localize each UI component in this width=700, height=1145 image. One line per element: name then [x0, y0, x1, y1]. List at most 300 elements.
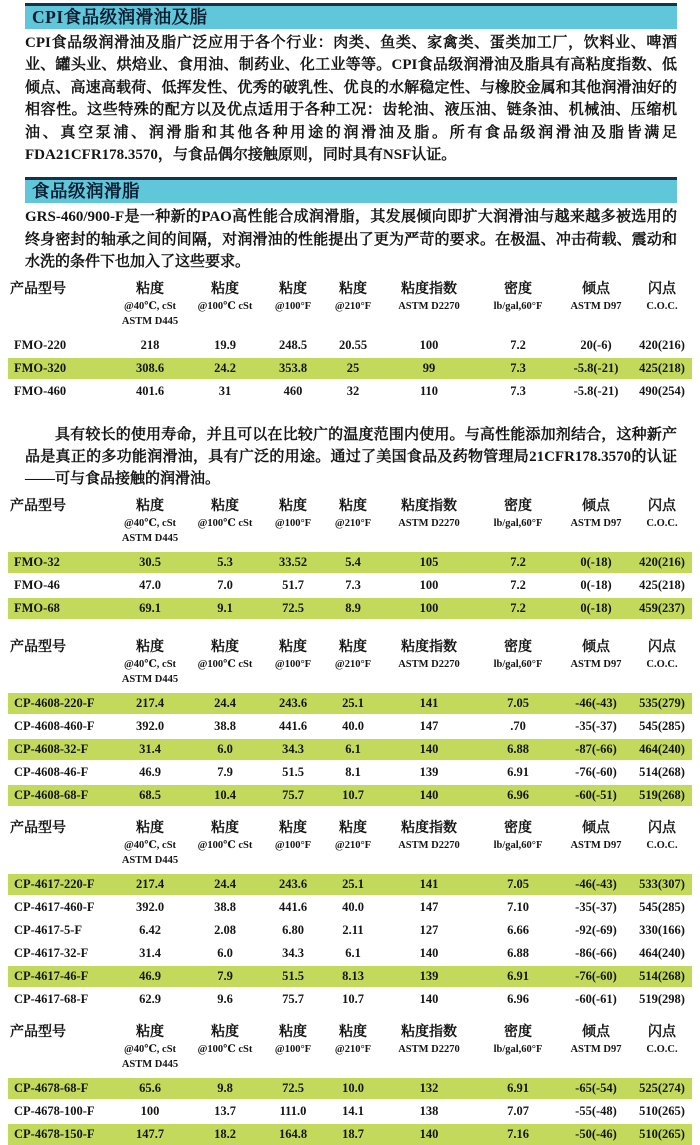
column-header-label: 闪点: [648, 1024, 676, 1040]
column-header-5: [476, 819, 560, 853]
column-header-sub: lb/gal,60°F: [493, 300, 543, 312]
value-cell: 392.0: [135, 899, 165, 914]
column-header-label: 密度: [504, 498, 532, 514]
product-model-cell: CP-4678-150-F: [14, 1126, 95, 1141]
table-row: [8, 1124, 692, 1145]
value-cell: 0(-18): [580, 554, 612, 569]
section-title-food-grade-grease: 食品级润滑脂: [25, 177, 677, 203]
column-header-label: 粘度指数: [401, 820, 457, 836]
value-cell: 69.1: [139, 600, 161, 615]
table-row: [8, 897, 692, 918]
value-cell: 459(237): [639, 600, 685, 615]
value-cell: 490(254): [639, 383, 685, 398]
value-cell: 6.0: [217, 741, 233, 756]
value-cell: 140: [419, 741, 439, 756]
value-cell: 10.4: [214, 787, 236, 802]
value-cell: 18.7: [342, 1126, 364, 1141]
value-cell: 33.52: [278, 554, 308, 569]
value-cell: 51.7: [282, 577, 304, 592]
column-header-1: [188, 819, 262, 853]
column-header-sub: ASTM D2270: [398, 658, 460, 670]
column-header-6: [560, 1023, 632, 1057]
value-cell: 20.55: [338, 337, 368, 352]
table-header-row: [8, 638, 692, 687]
table-row: [8, 575, 692, 596]
column-header-7: [632, 819, 692, 853]
section-title-food-grade-oils: CPI食品级润滑油及脂: [25, 3, 677, 29]
column-header-product: [8, 1023, 112, 1042]
column-header-sub: C.O.C.: [646, 839, 678, 851]
column-header-sub: @100℃ cSt: [197, 839, 253, 851]
column-header-sub: ASTM D97: [570, 658, 622, 670]
value-cell: 140: [419, 945, 439, 960]
column-header-1: [188, 280, 262, 314]
value-cell: 218: [140, 337, 160, 352]
value-cell: 2.11: [342, 922, 364, 937]
value-cell: 25.1: [342, 695, 364, 710]
value-cell: 420(216): [639, 554, 685, 569]
column-header-6: [560, 497, 632, 531]
table-header-row: [8, 1023, 692, 1072]
value-cell: 545(285): [639, 899, 685, 914]
value-cell: 420(216): [639, 337, 685, 352]
value-cell: 519(298): [639, 991, 685, 1006]
column-header-label: 粘度: [211, 1024, 239, 1040]
column-header-label: 闪点: [648, 639, 676, 655]
value-cell: 392.0: [135, 718, 165, 733]
column-header-label: 倾点: [582, 281, 610, 297]
value-cell: 7.2: [510, 577, 526, 592]
column-header-sub: @100°F: [274, 1043, 312, 1055]
value-cell: 100: [419, 577, 439, 592]
value-cell: 8.13: [342, 968, 364, 983]
column-header-4: [382, 638, 476, 672]
value-cell: 510(265): [639, 1126, 685, 1141]
value-cell: 7.9: [217, 968, 233, 983]
value-cell: 533(307): [639, 876, 685, 891]
column-header-sub: @210°F: [334, 517, 372, 529]
value-cell: 519(268): [639, 787, 685, 802]
column-header-label: 粘度指数: [401, 639, 457, 655]
value-cell: 401.6: [135, 383, 165, 398]
table-row: [8, 874, 692, 895]
column-header-sub: C.O.C.: [646, 517, 678, 529]
value-cell: 100: [419, 337, 439, 352]
column-header-label: 粘度: [211, 498, 239, 514]
value-cell: 6.80: [282, 922, 304, 937]
column-header-label: 粘度: [339, 820, 367, 836]
product-model-cell: CP-4617-32-F: [14, 945, 89, 960]
column-header-label: 粘度: [339, 281, 367, 297]
column-header-1: [188, 1023, 262, 1057]
column-header-5: [476, 497, 560, 531]
value-cell: 9.1: [217, 600, 233, 615]
value-cell: 330(166): [639, 922, 685, 937]
column-header-7: [632, 280, 692, 314]
value-cell: 139: [419, 764, 439, 779]
value-cell: 99: [422, 360, 436, 375]
value-cell: 25: [346, 360, 360, 375]
product-model-cell: CP-4608-68-F: [14, 787, 89, 802]
column-header-sub: lb/gal,60°F: [493, 517, 543, 529]
value-cell: 105: [419, 554, 439, 569]
column-header-sub: lb/gal,60°F: [493, 1043, 543, 1055]
value-cell: 6.66: [507, 922, 529, 937]
value-cell: 19.9: [214, 337, 236, 352]
column-header-6: [560, 280, 632, 314]
value-cell: 5.4: [345, 554, 361, 569]
value-cell: 7.10: [507, 899, 529, 914]
column-header-label: 粘度指数: [401, 498, 457, 514]
column-header-3: [324, 280, 382, 314]
column-header-sub: @40℃, cSt: [123, 1043, 177, 1055]
value-cell: 7.05: [507, 876, 529, 891]
column-header-sub: @210°F: [334, 1043, 372, 1055]
column-header-sub: @210°F: [334, 839, 372, 851]
value-cell: 24.4: [214, 695, 236, 710]
column-header-label: 倾点: [582, 820, 610, 836]
column-header-product: [8, 280, 112, 299]
column-header-2: [262, 1023, 324, 1057]
value-cell: -60(-51): [575, 787, 617, 802]
value-cell: 38.8: [214, 899, 236, 914]
value-cell: 147.7: [135, 1126, 165, 1141]
column-header-standard: ASTM D445: [121, 1058, 179, 1070]
value-cell: 20(-6): [580, 337, 612, 352]
value-cell: 140: [419, 787, 439, 802]
table-row: [8, 1101, 692, 1122]
value-cell: 141: [419, 695, 439, 710]
value-cell: -35(-37): [575, 899, 617, 914]
value-cell: 243.6: [278, 876, 308, 891]
value-cell: 38.8: [214, 718, 236, 733]
column-header-3: [324, 638, 382, 672]
value-cell: 525(274): [639, 1080, 685, 1095]
column-header-3: [324, 819, 382, 853]
value-cell: 110: [419, 383, 439, 398]
value-cell: 138: [419, 1103, 439, 1118]
value-cell: -50(-46): [575, 1126, 617, 1141]
table-row: [8, 335, 692, 356]
value-cell: 34.3: [282, 741, 304, 756]
column-header-label: 产品型号: [10, 281, 66, 297]
column-header-sub: C.O.C.: [646, 1043, 678, 1055]
table-row: [8, 739, 692, 760]
column-header-label: 粘度: [136, 639, 164, 655]
column-header-sub: ASTM D97: [570, 300, 622, 312]
value-cell: 0(-18): [580, 600, 612, 615]
table-row: [8, 716, 692, 737]
value-cell: 47.0: [139, 577, 161, 592]
value-cell: 40.0: [342, 899, 364, 914]
value-cell: 535(279): [639, 695, 685, 710]
column-header-0: [112, 819, 188, 868]
product-model-cell: CP-4617-46-F: [14, 968, 89, 983]
column-header-label: 密度: [504, 820, 532, 836]
value-cell: 464(240): [639, 945, 685, 960]
value-cell: 75.7: [282, 991, 304, 1006]
column-header-label: 粘度: [211, 281, 239, 297]
product-model-cell: CP-4617-220-F: [14, 876, 95, 891]
column-header-label: 粘度: [279, 639, 307, 655]
value-cell: 140: [419, 1126, 439, 1141]
value-cell: 9.6: [217, 991, 233, 1006]
column-header-standard: ASTM D445: [121, 315, 179, 327]
value-cell: 100: [140, 1103, 160, 1118]
column-header-1: [188, 497, 262, 531]
column-header-label: 产品型号: [10, 639, 66, 655]
product-model-cell: CP-4608-46-F: [14, 764, 89, 779]
value-cell: 6.96: [507, 991, 529, 1006]
column-header-label: 粘度指数: [401, 281, 457, 297]
column-header-sub: @100°F: [274, 517, 312, 529]
column-header-0: [112, 497, 188, 546]
value-cell: -55(-48): [575, 1103, 617, 1118]
column-header-sub: @210°F: [334, 658, 372, 670]
value-cell: 24.2: [214, 360, 236, 375]
value-cell: 514(268): [639, 764, 685, 779]
column-header-5: [476, 638, 560, 672]
column-header-label: 粘度: [339, 498, 367, 514]
value-cell: 10.0: [342, 1080, 364, 1095]
value-cell: 30.5: [139, 554, 161, 569]
column-header-standard: ASTM D445: [121, 532, 179, 544]
value-cell: 139: [419, 968, 439, 983]
value-cell: 6.1: [345, 945, 361, 960]
product-table-cp-4678: [8, 1023, 692, 1145]
column-header-sub: ASTM D97: [570, 517, 622, 529]
value-cell: 7.3: [510, 383, 526, 398]
product-model-cell: CP-4608-32-F: [14, 741, 89, 756]
column-header-sub: ASTM D2270: [398, 839, 460, 851]
product-model-cell: FMO-320: [14, 360, 67, 375]
column-header-label: 粘度: [136, 498, 164, 514]
product-model-cell: FMO-220: [14, 337, 67, 352]
column-header-label: 粘度: [279, 820, 307, 836]
value-cell: 7.3: [510, 360, 526, 375]
column-header-6: [560, 638, 632, 672]
column-header-4: [382, 280, 476, 314]
column-header-label: 密度: [504, 639, 532, 655]
column-header-sub: @100°F: [274, 300, 312, 312]
value-cell: 6.91: [507, 764, 529, 779]
value-cell: 7.07: [507, 1103, 529, 1118]
value-cell: 5.3: [217, 554, 233, 569]
value-cell: -60(-61): [575, 991, 617, 1006]
value-cell: 18.2: [214, 1126, 236, 1141]
value-cell: 14.1: [342, 1103, 364, 1118]
value-cell: 514(268): [639, 968, 685, 983]
value-cell: 353.8: [278, 360, 308, 375]
column-header-label: 产品型号: [10, 1024, 66, 1040]
value-cell: 545(285): [639, 718, 685, 733]
value-cell: 441.6: [278, 718, 308, 733]
value-cell: 308.6: [135, 360, 165, 375]
value-cell: 217.4: [135, 876, 165, 891]
column-header-5: [476, 1023, 560, 1057]
product-table-cp-4608: [8, 638, 692, 806]
table-row: [8, 381, 692, 402]
column-header-label: 粘度: [136, 1024, 164, 1040]
product-model-cell: CP-4608-220-F: [14, 695, 95, 710]
column-header-sub: ASTM D2270: [398, 300, 460, 312]
column-header-sub: ASTM D2270: [398, 517, 460, 529]
column-header-sub: @100℃ cSt: [197, 658, 253, 670]
column-header-sub: @100°F: [274, 839, 312, 851]
column-header-7: [632, 638, 692, 672]
value-cell: -35(-37): [575, 718, 617, 733]
column-header-label: 粘度: [279, 498, 307, 514]
value-cell: 2.08: [214, 922, 236, 937]
column-header-2: [262, 497, 324, 531]
grease-paragraph: GRS-460/900-F是一种新的PAO高性能合成润滑脂，其发展倾向即扩大润滑油与越来越多被选用的终身密封的轴承之间的间隔，对润滑油的性能提出了更为严苛的要求。在极温、冲击荷载、震动和水洗的条件下也加入了这些要求。: [25, 209, 677, 271]
table-row: [8, 989, 692, 1010]
column-header-0: [112, 1023, 188, 1072]
value-cell: 7.2: [510, 600, 526, 615]
value-cell: 34.3: [282, 945, 304, 960]
value-cell: 441.6: [278, 899, 308, 914]
column-header-standard: ASTM D445: [121, 673, 179, 685]
table-row: [8, 920, 692, 941]
value-cell: -92(-69): [575, 922, 617, 937]
column-header-4: [382, 1023, 476, 1057]
value-cell: 24.4: [214, 876, 236, 891]
column-header-sub: @40℃, cSt: [123, 839, 177, 851]
value-cell: 25.1: [342, 876, 364, 891]
product-model-cell: FMO-46: [14, 577, 60, 592]
column-header-label: 粘度指数: [401, 1024, 457, 1040]
column-header-sub: C.O.C.: [646, 300, 678, 312]
column-header-sub: @40℃, cSt: [123, 517, 177, 529]
value-cell: -76(-60): [575, 968, 617, 983]
value-cell: 51.5: [282, 764, 304, 779]
column-header-label: 倾点: [582, 498, 610, 514]
column-header-label: 产品型号: [10, 820, 66, 836]
value-cell: -87(-66): [575, 741, 617, 756]
value-cell: 46.9: [139, 764, 161, 779]
column-header-sub: ASTM D97: [570, 839, 622, 851]
value-cell: 31: [218, 383, 232, 398]
column-header-4: [382, 819, 476, 853]
value-cell: 7.3: [345, 577, 361, 592]
column-header-sub: ASTM D2270: [398, 1043, 460, 1055]
column-header-label: 闪点: [648, 281, 676, 297]
column-header-sub: @100℃ cSt: [197, 517, 253, 529]
table-row: [8, 1078, 692, 1099]
product-model-cell: FMO-460: [14, 383, 67, 398]
value-cell: 0(-18): [580, 577, 612, 592]
value-cell: 31.4: [139, 741, 161, 756]
column-header-label: 闪点: [648, 498, 676, 514]
column-header-label: 粘度: [211, 820, 239, 836]
value-cell: 72.5: [282, 600, 304, 615]
value-cell: 65.6: [139, 1080, 161, 1095]
column-header-5: [476, 280, 560, 314]
value-cell: 147: [419, 718, 439, 733]
table-row: [8, 693, 692, 714]
product-table-cp-4617: [8, 819, 692, 1010]
column-header-label: 粘度: [339, 639, 367, 655]
column-header-4: [382, 497, 476, 531]
table-row: [8, 762, 692, 783]
value-cell: 510(265): [639, 1103, 685, 1118]
column-header-0: [112, 280, 188, 329]
column-header-sub: ASTM D97: [570, 1043, 622, 1055]
value-cell: 10.7: [342, 991, 364, 1006]
value-cell: 8.9: [345, 600, 361, 615]
product-table-fmo-heavy: [8, 280, 692, 402]
value-cell: 140: [419, 991, 439, 1006]
column-header-label: 密度: [504, 1024, 532, 1040]
table-header-row: [8, 819, 692, 868]
table-row: [8, 943, 692, 964]
column-header-7: [632, 497, 692, 531]
value-cell: 164.8: [278, 1126, 308, 1141]
column-header-sub: @40℃, cSt: [123, 300, 177, 312]
product-table-fmo-light: [8, 497, 692, 619]
value-cell: 68.5: [139, 787, 161, 802]
value-cell: 127: [419, 922, 439, 937]
column-header-label: 粘度: [279, 281, 307, 297]
value-cell: 62.9: [139, 991, 161, 1006]
column-header-label: 粘度: [136, 820, 164, 836]
column-header-sub: @40℃, cSt: [123, 658, 177, 670]
column-header-sub: @100℃ cSt: [197, 1043, 253, 1055]
value-cell: 147: [419, 899, 439, 914]
value-cell: 111.0: [279, 1103, 307, 1118]
table-row: [8, 552, 692, 573]
value-cell: 6.1: [345, 741, 361, 756]
value-cell: 32: [346, 383, 360, 398]
column-header-7: [632, 1023, 692, 1057]
column-header-sub: lb/gal,60°F: [493, 839, 543, 851]
value-cell: -76(-60): [575, 764, 617, 779]
column-header-standard: ASTM D445: [121, 854, 179, 866]
value-cell: -46(-43): [575, 876, 617, 891]
value-cell: 6.91: [507, 968, 529, 983]
column-header-label: 粘度: [339, 1024, 367, 1040]
product-model-cell: CP-4617-460-F: [14, 899, 95, 914]
value-cell: 460: [283, 383, 303, 398]
value-cell: 6.88: [507, 945, 529, 960]
middle-note-paragraph: 具有较长的使用寿命，并且可以在比较广的温度范围内使用。与高性能添加剂结合，这种新产品是真正的多功能润滑油，具有广泛的用途。通过了美国食品及药物管理局21CFR178.3570的认证——可与食品接触的润滑油。: [25, 426, 677, 488]
product-model-cell: CP-4617-5-F: [14, 922, 83, 937]
value-cell: 7.2: [510, 337, 526, 352]
value-cell: -86(-66): [575, 945, 617, 960]
column-header-label: 闪点: [648, 820, 676, 836]
table-row: [8, 358, 692, 379]
product-model-cell: FMO-32: [14, 554, 60, 569]
column-header-3: [324, 1023, 382, 1057]
column-header-sub: @210°F: [334, 300, 372, 312]
value-cell: 6.96: [507, 787, 529, 802]
table-header-row: [8, 280, 692, 329]
value-cell: 425(218): [639, 360, 685, 375]
product-model-cell: CP-4678-68-F: [14, 1080, 89, 1095]
column-header-3: [324, 497, 382, 531]
value-cell: 7.9: [217, 764, 233, 779]
table-row: [8, 598, 692, 619]
value-cell: 51.5: [282, 968, 304, 983]
column-header-label: 倾点: [582, 639, 610, 655]
product-model-cell: CP-4608-460-F: [14, 718, 95, 733]
product-model-cell: CP-4617-68-F: [14, 991, 89, 1006]
value-cell: 141: [419, 876, 439, 891]
value-cell: 6.0: [217, 945, 233, 960]
value-cell: 464(240): [639, 741, 685, 756]
value-cell: -5.8(-21): [573, 360, 619, 375]
value-cell: 7.0: [217, 577, 233, 592]
